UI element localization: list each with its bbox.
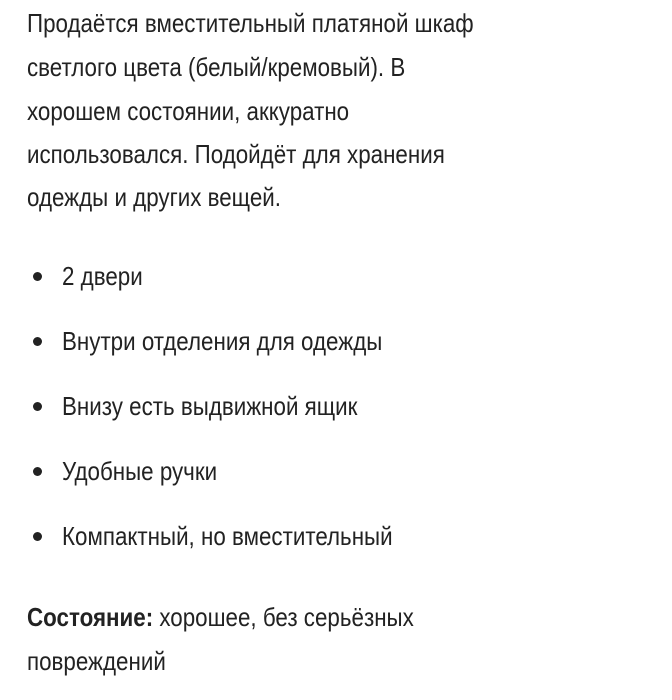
description-line: использовался. Подойдёт для хранения bbox=[27, 139, 445, 169]
bullet-icon bbox=[33, 532, 42, 541]
condition-value-continued: повреждений bbox=[27, 646, 166, 676]
description-line: Продаётся вместительный платяной шкаф bbox=[27, 8, 474, 38]
bullet-icon bbox=[33, 402, 42, 411]
description-line: одежды и других вещей. bbox=[27, 182, 281, 212]
list-item-text: 2 двери bbox=[62, 261, 143, 291]
list-item-text: Внизу есть выдвижной ящик bbox=[62, 391, 358, 421]
description-line: светлого цвета (белый/кремовый). В bbox=[27, 52, 406, 82]
condition-label: Состояние: bbox=[27, 602, 154, 632]
bullet-icon bbox=[33, 467, 42, 476]
bullet-icon bbox=[33, 272, 42, 281]
condition-line bbox=[27, 602, 414, 632]
list-item-text: Компактный, но вместительный bbox=[62, 521, 393, 551]
list-item-text: Внутри отделения для одежды bbox=[62, 326, 383, 356]
bullet-icon bbox=[33, 337, 42, 346]
description-line: хорошем состоянии, аккуратно bbox=[27, 96, 350, 126]
condition-value: хорошее, без серьёзных bbox=[159, 602, 414, 632]
list-item-text: Удобные ручки bbox=[62, 456, 218, 486]
